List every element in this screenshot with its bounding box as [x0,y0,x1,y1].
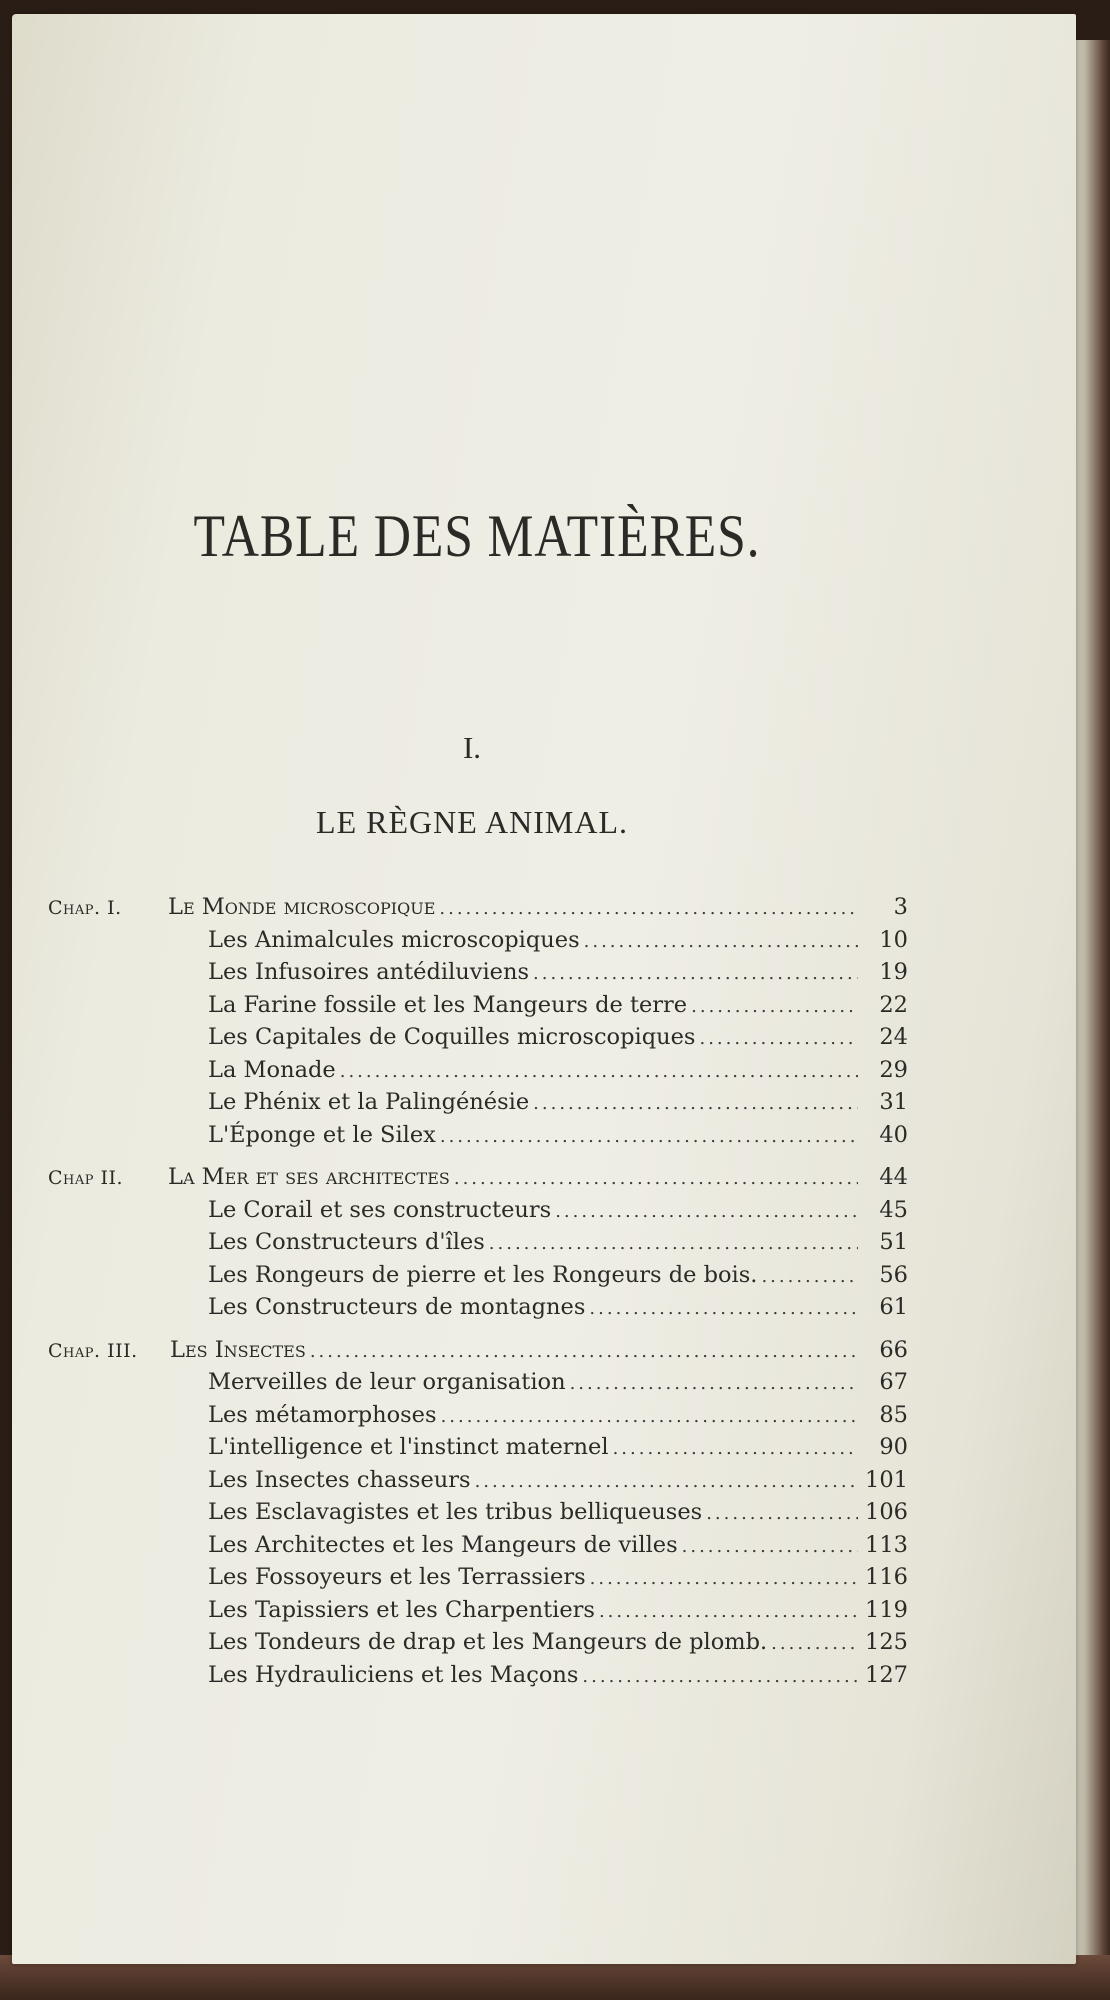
page-number: 66 [879,1336,908,1363]
section-title: L'Éponge et le Silex [208,1121,436,1148]
section-entry [48,1024,908,1057]
section-title: Les métamorphoses [208,1401,437,1428]
dot-leader [533,1093,858,1114]
dot-leader [706,1503,858,1524]
page-number: 51 [879,1229,908,1255]
page-number: 24 [879,1024,908,1050]
chapter-number: Chap. III. [48,1339,138,1362]
page-number: 61 [879,1294,908,1320]
dot-leader [582,1666,858,1687]
dot-leader [599,1601,858,1622]
section-title: La Monade [208,1056,336,1083]
section-entry [48,1369,908,1402]
section-entry [48,1564,908,1597]
dot-leader [590,1568,858,1589]
dot-leader [439,898,858,919]
dot-leader [489,1233,858,1254]
section-title: Les Infusoires antédiluviens [208,959,530,985]
section-entry [48,1597,908,1630]
dot-leader [570,1373,858,1394]
page-number: 56 [879,1261,908,1288]
dot-leader [691,996,858,1017]
section-entry [48,927,908,960]
dot-leader [340,1061,858,1082]
part-numeral: I. [462,730,482,765]
section-entry [48,1057,908,1090]
section-title: Les Tondeurs de drap et les Mangeurs de plomb. [208,1629,768,1655]
page-number: 45 [879,1196,908,1223]
page-number: 31 [879,1089,908,1115]
section-title: Merveilles de leur organisation [208,1369,566,1395]
section-title: Les Constructeurs d'îles [208,1229,485,1255]
dot-leader [699,1028,858,1049]
section-entry [48,1122,908,1155]
section-title: Les Fossoyeurs et les Terrassiers [208,1564,586,1590]
dot-leader [475,1471,858,1492]
dot-leader [310,1341,858,1362]
dot-leader [555,1201,858,1222]
chapter-entry [48,1164,908,1197]
section-title: Le Corail et ses constructeurs [208,1196,552,1223]
section-entry [48,1629,908,1662]
page-number: 101 [865,1466,908,1493]
page-number: 10 [879,926,908,953]
section-entry [48,1197,908,1230]
section-entry [48,1089,908,1122]
page-number: 29 [879,1056,908,1083]
section-entry [48,1262,908,1295]
page-number: 113 [865,1531,908,1558]
dot-leader [440,1126,858,1147]
section-title: Les Insectes chasseurs [208,1466,471,1493]
dot-leader [533,963,858,984]
section-entry [48,959,908,992]
dot-leader [613,1438,858,1459]
page-number: 90 [879,1434,908,1460]
dot-leader [761,1266,858,1287]
section-title: Le Phénix et la Palingénésie [208,1089,530,1115]
part-title: LE RÈGNE ANIMAL. [316,804,628,840]
chapter-entry [48,1337,908,1370]
section-entry [48,1434,908,1467]
page-number: 44 [879,1164,908,1190]
section-entry [48,1532,908,1565]
section-title: Les Architectes et les Mangeurs de villes [208,1531,678,1558]
chapter-title: Les Insectes [170,1336,306,1363]
dot-leader [771,1633,858,1654]
dot-leader [441,1406,858,1427]
toc-title: TABLE DES MATIÈRES. [193,503,761,569]
section-entry [48,1662,908,1695]
page-number: 19 [879,959,908,985]
chapter-number: Chap. I. [48,897,122,919]
page-number: 3 [893,894,908,920]
section-title: Les Constructeurs de montagnes [208,1294,586,1320]
section-title: Les Esclavagistes et les tribus belliqueuses [208,1499,703,1525]
chapter-title: Le Monde microscopique [168,894,436,920]
section-title: Les Rongeurs de pierre et les Rongeurs de bois. [208,1261,758,1288]
section-title: Les Capitales de Coquilles microscopiques [208,1024,696,1050]
section-title: L'intelligence et l'instinct maternel [208,1434,609,1460]
page-number: 125 [865,1629,908,1655]
section-entry [48,1499,908,1532]
chapter-entry [48,894,908,927]
section-title: Les Hydrauliciens et les Maçons [208,1661,579,1688]
page-number: 119 [865,1596,908,1623]
page-number: 106 [865,1499,908,1525]
section-entry [48,1294,908,1327]
table-of-contents [48,894,908,1694]
page-number: 40 [879,1121,908,1148]
book-page [12,14,1076,1964]
section-entry [48,1402,908,1435]
section-entry [48,1467,908,1500]
section-entry [48,992,908,1025]
page-number: 116 [865,1564,908,1590]
page-number: 85 [879,1401,908,1428]
page-number: 127 [865,1661,908,1688]
page-number: 22 [879,991,908,1018]
section-title: Les Animalcules microscopiques [208,926,580,953]
chapter-title: La Mer et ses architectes [168,1164,450,1190]
section-title: La Farine fossile et les Mangeurs de terre [208,991,688,1018]
chapter-number: Chap II. [48,1167,124,1189]
dot-leader [589,1298,858,1319]
dot-leader [682,1536,858,1557]
dot-leader [584,931,858,952]
page-number: 67 [879,1369,908,1395]
section-title: Les Tapissiers et les Charpentiers [208,1596,595,1623]
section-entry [48,1229,908,1262]
dot-leader [454,1168,858,1189]
